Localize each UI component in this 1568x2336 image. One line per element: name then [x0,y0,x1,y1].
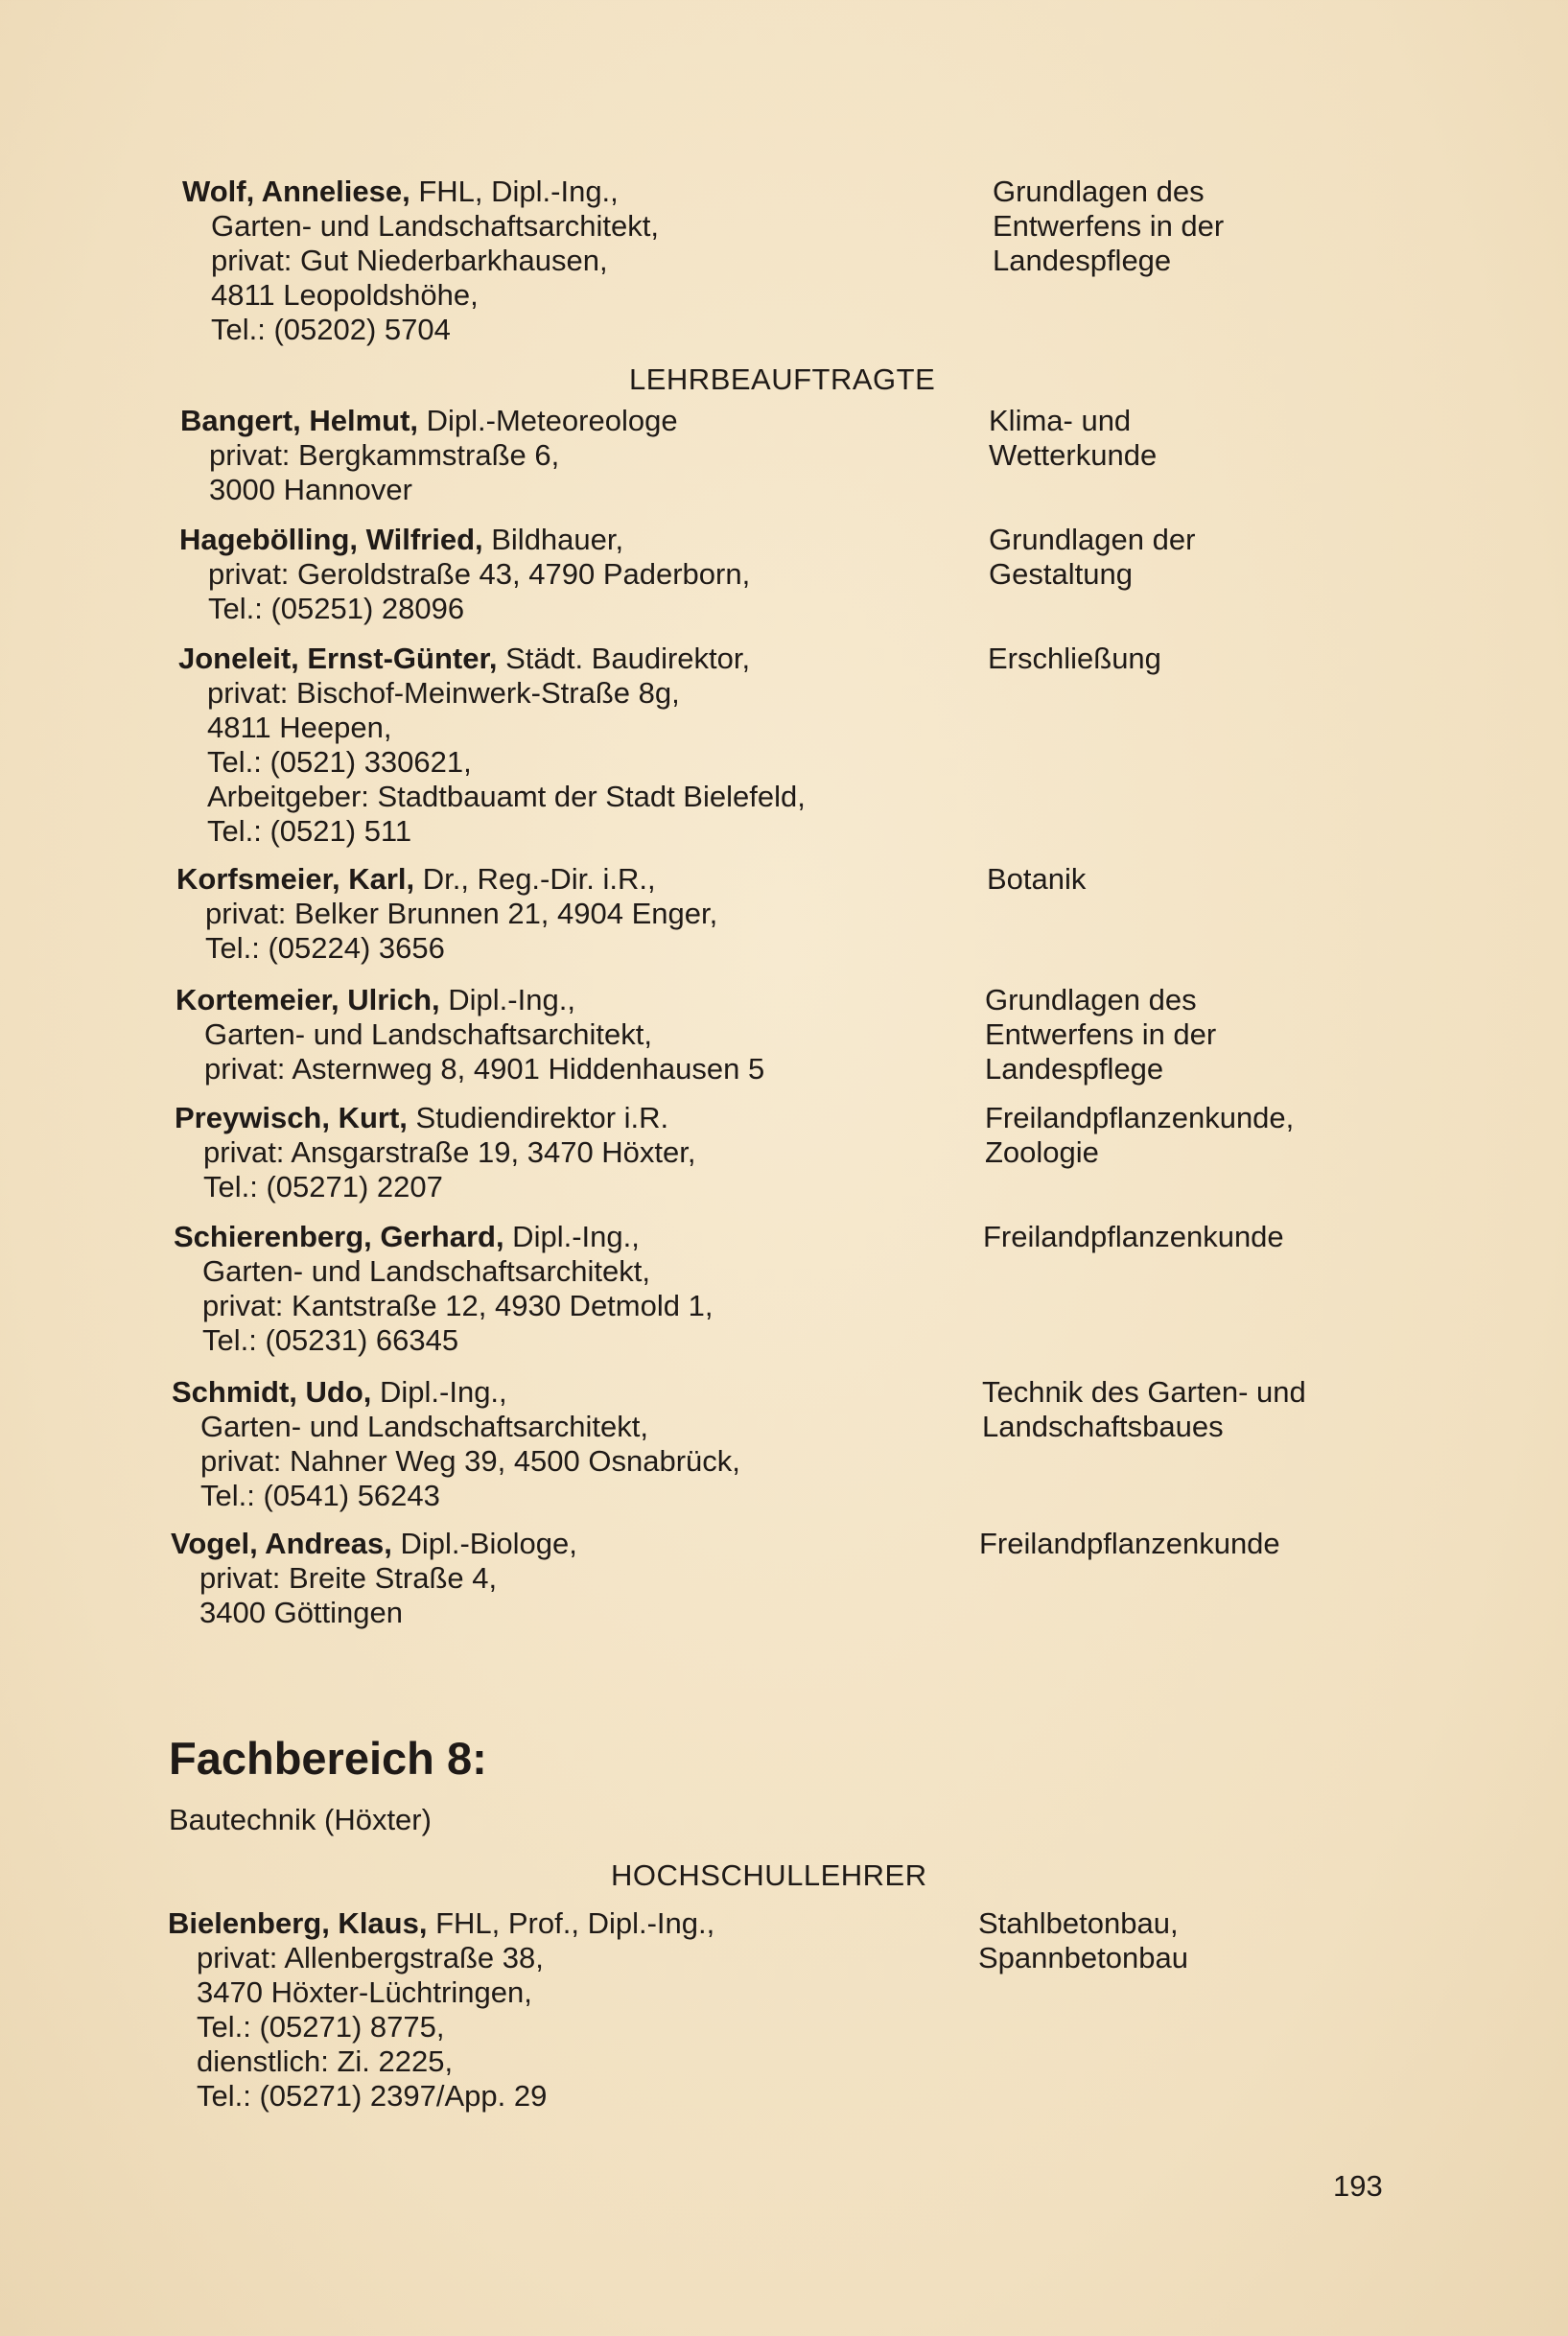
detail-line: Tel.: (05251) 28096 [208,592,465,625]
entry-subject [978,1906,1477,1975]
entry-details [168,1906,935,2114]
person-name: Schmidt, Udo, [172,1375,372,1409]
detail-line: Tel.: (05271) 2397/App. 29 [197,2079,548,2113]
section-heading-lehrbeauftragte: LEHRBEAUFTRAGTE [629,362,936,396]
person-name: Kortemeier, Ulrich, [176,983,440,1016]
subject-line: Grundlagen der [989,523,1196,556]
person-title: Dipl.-Biologe, [391,1527,577,1560]
subject-line: Entwerfens in der [985,1017,1217,1051]
subject-line: Stahlbetonbau, [978,1906,1179,1940]
subject-line: Technik des Garten- und [982,1375,1306,1409]
entry-details [171,1527,938,1630]
entry-subject [985,983,1484,1086]
detail-line: privat: Bergkammstraße 6, [209,438,560,472]
person-title: Dipl.-Ing., [439,983,575,1016]
subject-line: Entwerfens in der [993,209,1225,243]
subject-line: Erschließung [988,642,1161,675]
person-title: FHL, Prof., Dipl.-Ing., [427,1906,715,1940]
detail-line: privat: Ansgarstraße 19, 3470 Höxter, [203,1135,696,1169]
entry-subject [993,175,1491,278]
person-title: Dipl.-Ing., [371,1375,507,1409]
person-name: Korfsmeier, Karl, [176,862,415,896]
person-title: Bildhauer, [482,523,624,556]
entry-subject [989,404,1487,473]
detail-line: Tel.: (0521) 511 [207,814,412,848]
detail-line: privat: Asternweg 8, 4901 Hiddenhausen 5 [204,1052,765,1086]
subject-line: Freilandpflanzenkunde [979,1527,1280,1560]
subject-line: Landschaftsbaues [982,1410,1224,1443]
detail-line: Tel.: (05271) 8775, [197,2010,445,2044]
subject-line: Botanik [987,862,1087,896]
entry-subject [987,862,1486,897]
entry-subject [979,1527,1478,1561]
entry-subject [989,523,1487,592]
detail-line: 3400 Göttingen [199,1596,404,1629]
person-name: Bielenberg, Klaus, [168,1906,428,1940]
person-name: Bangert, Helmut, [180,404,419,437]
detail-line: privat: Geroldstraße 43, 4790 Paderborn, [208,557,751,591]
person-name: Hagebölling, Wilfried, [179,523,483,556]
detail-line: Tel.: (05271) 2207 [203,1170,443,1203]
detail-line: Garten- und Landschaftsarchitekt, [202,1254,650,1288]
entry-details [178,642,946,849]
detail-line: privat: Allenbergstraße 38, [197,1941,544,1974]
person-title: Dipl.-Meteoreologe [418,404,678,437]
person-name: Joneleit, Ernst-Günter, [178,642,498,675]
entry-details [179,523,947,626]
detail-line: Tel.: (0541) 56243 [200,1479,440,1512]
detail-line: privat: Breite Straße 4, [199,1561,498,1595]
subject-line: Grundlagen des [985,983,1197,1016]
entry-details [174,1220,941,1358]
entry-details [176,862,944,966]
page-number: 193 [1333,2169,1383,2203]
entry-details [176,983,943,1086]
detail-line: privat: Nahner Weg 39, 4500 Osnabrück, [200,1444,740,1478]
section-heading-hochschullehrer: HOCHSCHULLEHRER [611,1858,927,1892]
subject-line: Wetterkunde [989,438,1158,472]
entry-details [172,1375,939,1513]
section-title: Fachbereich 8: [169,1733,487,1784]
detail-line: privat: Kantstraße 12, 4930 Detmold 1, [202,1289,714,1322]
person-title: Dr., Reg.-Dir. i.R., [414,862,656,896]
person-title: Studiendirektor i.R. [407,1101,669,1134]
subject-line: Spannbetonbau [978,1941,1188,1974]
subject-line: Landespflege [993,244,1172,277]
entry-subject [982,1375,1481,1444]
entry-details [182,175,949,347]
detail-line: Garten- und Landschaftsarchitekt, [200,1410,648,1443]
detail-line: privat: Gut Niederbarkhausen, [211,244,608,277]
entry-details [180,404,948,507]
subject-line: Grundlagen des [993,175,1205,208]
section-subtitle: Bautechnik (Höxter) [169,1803,432,1836]
detail-line: 4811 Leopoldshöhe, [211,278,479,312]
subject-line: Zoologie [985,1135,1099,1169]
person-name: Vogel, Andreas, [171,1527,392,1560]
detail-line: Arbeitgeber: Stadtbauamt der Stadt Bielefeld, [207,780,806,813]
entry-details [175,1101,942,1204]
subject-line: Landespflege [985,1052,1164,1086]
person-title: FHL, Dipl.-Ing., [410,175,619,208]
subject-line: Gestaltung [989,557,1133,591]
detail-line: 3000 Hannover [209,473,412,506]
detail-line: Tel.: (05202) 5704 [211,313,451,346]
detail-line: Tel.: (05231) 66345 [202,1323,459,1357]
person-title: Dipl.-Ing., [503,1220,640,1253]
detail-line: Garten- und Landschaftsarchitekt, [211,209,659,243]
entry-subject [983,1220,1482,1254]
subject-line: Klima- und [989,404,1132,437]
person-name: Preywisch, Kurt, [175,1101,408,1134]
person-name: Wolf, Anneliese, [182,175,410,208]
entry-subject [985,1101,1484,1170]
detail-line: dienstlich: Zi. 2225, [197,2044,454,2078]
detail-line: Tel.: (05224) 3656 [205,931,445,965]
person-title: Städt. Baudirektor, [497,642,751,675]
detail-line: privat: Bischof-Meinwerk-Straße 8g, [207,676,680,710]
entry-subject [988,642,1486,676]
detail-line: privat: Belker Brunnen 21, 4904 Enger, [205,897,718,930]
subject-line: Freilandpflanzenkunde, [985,1101,1295,1134]
detail-line: Tel.: (0521) 330621, [207,745,472,779]
detail-line: 3470 Höxter-Lüchtringen, [197,1975,532,2009]
detail-line: 4811 Heepen, [207,711,392,744]
person-name: Schierenberg, Gerhard, [174,1220,504,1253]
detail-line: Garten- und Landschaftsarchitekt, [204,1017,652,1051]
subject-line: Freilandpflanzenkunde [983,1220,1284,1253]
